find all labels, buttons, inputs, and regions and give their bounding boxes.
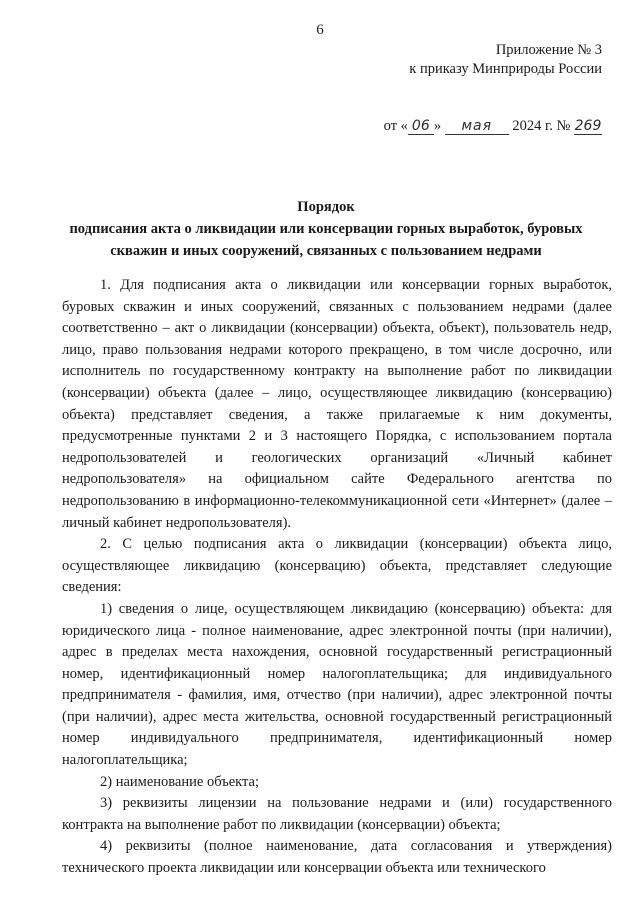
order-mid: »	[433, 118, 445, 134]
list-item-1: 1) сведения о лице, осуществляющем ликвидацию (консервацию) объекта: для юридического лица - полное наименование, адрес электронной почты (при наличии), адрес в пределах места нахождения, основной государственный регистрационный номер, идентификационный номер налогоплательщика; для индивидуального предпринимателя - фамилия, имя, отчество (при наличии), адрес электронной почты (при наличии), адрес места жительства, основной государственный регистрационный номер индивидуального предпринимателя, идентификационный номер налогоплательщика;	[62, 600, 612, 769]
order-year-text: 2024 г. №	[508, 118, 574, 134]
list-item-3: 3) реквизиты лицензии на пользование недрами и (или) государственного контракта на выполнение работ по ликвидации (консервации) объекта;	[62, 795, 612, 833]
page-number: 6	[316, 22, 324, 38]
list-item-4: 4) реквизиты (полное наименование, дата согласования и утверждения) технического проекта ликвидации или консервации объекта или технического	[62, 838, 612, 877]
order-month-handwritten: мая	[445, 119, 509, 135]
paragraph-2: 2. С целью подписания акта о ликвидации (консервации) объекта лицо, осуществляющее ликвидацию (консервацию) объекта, представляет следующие сведения:	[62, 536, 612, 596]
title-subheading: подписания акта о ликвидации или консервации горных выработок, буровых скважин и иных сооружений, связанных с пользованием недрами	[69, 221, 583, 259]
paragraph-1: 1. Для подписания акта о ликвидации или консервации горных выработок, буровых скважин и иных сооружений, связанных с пользованием недрами (далее соответственно – акт о ликвидации (консервации) объекта, объект), пользователь недр, лицо, право пользования недрами которого прекращено, в том числе досрочно, или исполнитель по государственному контракту на выполнение работ по ликвидации (консервации) объекта (далее – лицо, осуществляющее ликвидацию (консервацию) объекта) представляет сведения, а также прилагаемые к ним документы, предусмотренные пунктами 2 и 3 настоящего Порядка, с использованием портала недропользователей и геологических организаций «Личный кабинет недропользователя» на официальном сайте Федерального агентства по недропользованию в информационно-телекоммуникационной сети «Интернет» (далее – личный кабинет недропользователя).	[62, 277, 612, 531]
list-item-2: 2) наименование объекта;	[100, 773, 259, 790]
order-reference-line: к приказу Минприроды России	[409, 61, 602, 77]
order-number-handwritten: 269	[574, 118, 602, 134]
order-prefix: от «	[383, 118, 408, 134]
appendix-line: Приложение № 3	[495, 42, 602, 58]
title-heading: Порядок	[297, 199, 355, 215]
document-title	[40, 196, 612, 262]
order-day-handwritten: 06	[408, 119, 434, 135]
order-date-number	[384, 116, 602, 136]
document-body	[62, 275, 612, 880]
appendix-header	[409, 41, 602, 79]
